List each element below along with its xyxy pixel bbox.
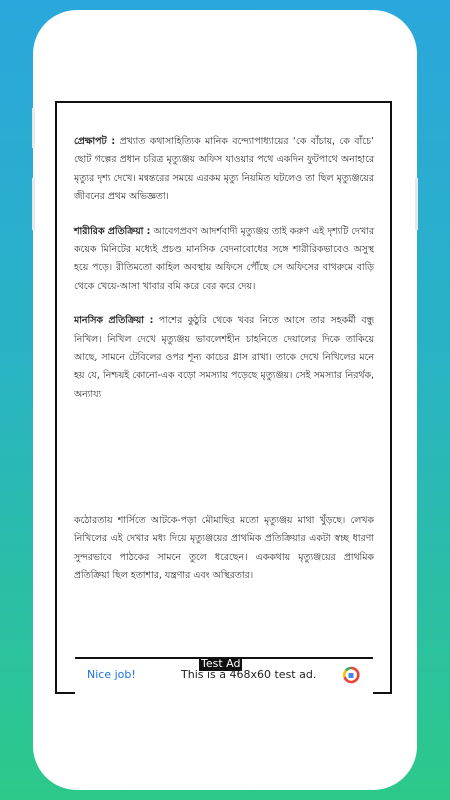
paragraph-text: প্রখ্যাত কথাসাহিত্যিক মানিক বন্দ্যোপাধ্যায়ের ‘কে বাঁচায়, কে বাঁচে’ ছোট গল্পের প্রধান চরিত্র মৃত্যুঞ্জয় অফিস যাওয়ার পথে একদিন ফুটপাথে অনাহারে মৃত্যুর দৃশ্য দেখে। মন্বন্তরের সময়ে এরকম মৃত্যু নিয়মিত ঘটলেও তা ছিল মৃত্যুঞ্জয়ের জীবনের প্রথম অভিজ্ঞতা। [74,136,375,203]
ad-left-text[interactable]: Nice job! [87,668,136,681]
continuation-paragraph: কঠোরতায় শার্সিতে আটকে-পড়া মৌমাছির মতো মৃত্যুঞ্জয় মাথা খুঁড়ছে। লেখক নিখিলের এই দেখার মধ্য দিয়ে মৃত্যুঞ্জয়ের প্রাথমিক প্রতিক্রিয়ার একটা স্বচ্ছ ধারণা সুন্দরভাবে পাঠকের সামনে তুলে ধরেছেন। এককথায় মৃত্যুঞ্জয়ের প্রাথমিক প্রতিক্রিয়া ছিল হতাশার, যন্ত্রণার এবং অস্থিরতার। [74,515,374,582]
document-content [74,133,374,420]
paragraph-heading: শারীরিক প্রতিক্রিয়া : [74,225,151,237]
paragraph-text: আবেগপ্রবণ আদর্শবাদী মৃত্যুঞ্জয় তাই করুণ এই দৃশ্যটি দেখার কয়েক মিনিটের মধ্যেই প্রচণ্ড মানসিক বেদনাবোধের সঙ্গে শারীরিকভাবেও অসুস্থ হয়ে পড়ে। রীতিমতো কাহিল অবস্থায় অফিসে পৌঁছে সে অফিসের বাথরুমে বাড়ি থেকে খেয়ে-আসা খাবার বমি করে বের করে দেয়। [74,225,375,292]
paragraph-heading: প্রেক্ষাপট : [74,136,116,147]
phone-side-button-left [32,108,35,148]
paragraph-physical-reaction [74,223,374,297]
document-page[interactable] [55,101,392,694]
ad-label: Test Ad [201,657,241,670]
paragraph-context [74,133,374,207]
paragraph-text: পাশের কুঠুরি থেকে খবর নিতে আসে তার সহকর্মী বন্ধু নিখিল। নিখিল দেখে মৃত্যুঞ্জয় ভাবলেশহীন চাহনিতে দেয়ালের দিকে তাকিয়ে আছে, সামনে টেবিলের ওপর শূন্য কাচের গ্লাস রাখা। তাকে দেখে নিখিলের মনে হয় যে, নিশ্চয়ই কোনো-এক বড়ো সমস্যায় পড়েছে মৃত্যুঞ্জয়। সেই সমস্যার নিরর্থক, অন্যায্য [74,315,374,400]
ad-main-text[interactable]: This is a 468x60 test ad. [181,668,317,681]
paragraph-heading: মানসিক প্রতিক্রিয়া : [74,315,154,327]
phone-side-button-right [415,178,418,230]
paragraph-mental-reaction [74,312,374,404]
adchoices-icon[interactable] [342,666,360,684]
phone-side-button-left-2 [32,178,35,230]
